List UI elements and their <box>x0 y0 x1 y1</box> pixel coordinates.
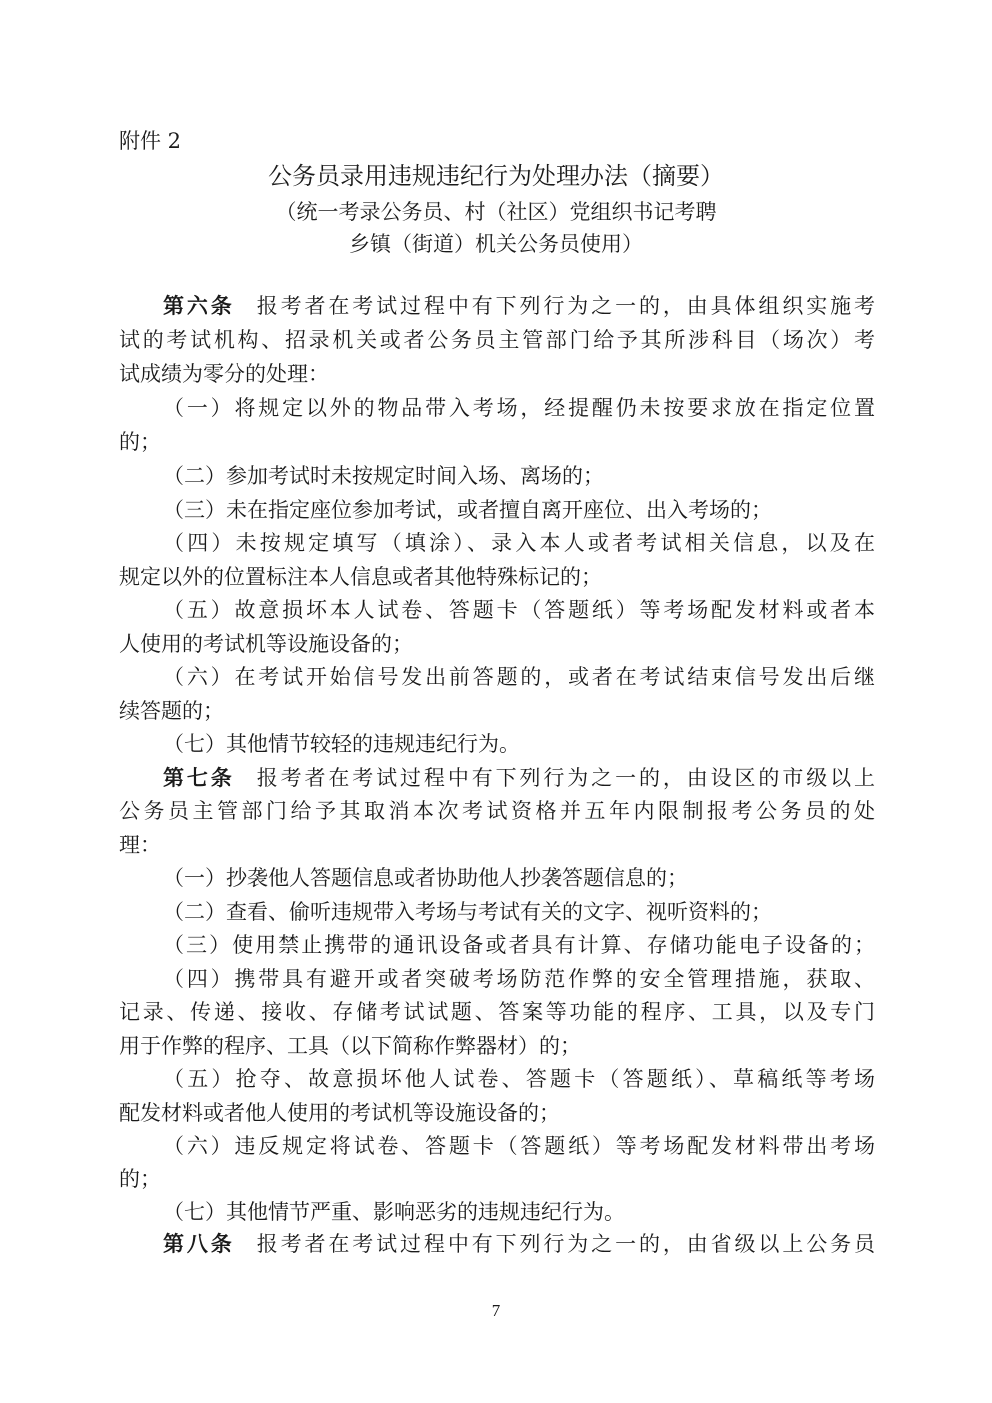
article-8-first-line <box>163 1228 875 1261</box>
article-6-first-line <box>163 290 875 323</box>
article-8-text: 报考者在考试过程中有下列行为之一的，由省级以上公务员 <box>256 1232 875 1256</box>
article-7-item-6-cont: 的； <box>119 1167 161 1191</box>
article-6-item-1-cont: 的； <box>119 430 161 454</box>
article-7-text: 报考者在考试过程中有下列行为之一的，由设区的市级以上 <box>256 766 875 790</box>
attachment-label: 附件 2 <box>119 129 182 153</box>
article-7-line: 理： <box>119 833 161 857</box>
article-6-item-6: （六）在考试开始信号发出前答题的，或者在考试结束信号发出后继 <box>163 665 875 689</box>
article-6-item-7: （七）其他情节较轻的违规违纪行为。 <box>163 732 520 756</box>
article-6-item-3: （三）未在指定座位参加考试，或者擅自离开座位、出入考场的； <box>163 498 772 522</box>
article-6-item-1: （一）将规定以外的物品带入考场，经提醒仍未按要求放在指定位置 <box>163 396 875 420</box>
article-6-text: 报考者在考试过程中有下列行为之一的，由具体组织实施考 <box>256 294 875 318</box>
article-6-line: 试的考试机构、招录机关或者公务员主管部门给予其所涉科目（场次）考 <box>119 328 875 352</box>
article-7-item-1: （一）抄袭他人答题信息或者协助他人抄袭答题信息的； <box>163 866 688 890</box>
article-6-line: 试成绩为零分的处理： <box>119 362 329 386</box>
article-6-item-6-cont: 续答题的； <box>119 699 224 723</box>
article-6-item-4: （四）未按规定填写（填涂）、录入本人或者考试相关信息，以及在 <box>163 531 875 555</box>
article-7-item-5-cont: 配发材料或者他人使用的考试机等设施设备的； <box>119 1101 560 1125</box>
page-number: 7 <box>491 1301 501 1320</box>
document-subtitle-line-2: 乡镇（街道）机关公务员使用） <box>349 232 643 256</box>
article-7-item-4-cont: 用于作弊的程序、工具（以下简称作弊器材）的； <box>119 1034 581 1058</box>
article-6-item-2: （二）参加考试时未按规定时间入场、离场的； <box>163 464 604 488</box>
article-6-item-4-cont: 规定以外的位置标注本人信息或者其他特殊标记的； <box>119 565 602 589</box>
article-7-first-line <box>163 762 875 795</box>
document-title: 公务员录用违规违纪行为处理办法（摘要） <box>268 162 724 190</box>
article-6-item-5: （五）故意损坏本人试卷、答题卡（答题纸）等考场配发材料或者本 <box>163 598 875 622</box>
article-6-item-5-cont: 人使用的考试机等设施设备的； <box>119 632 413 656</box>
article-7-item-4: （四）携带具有避开或者突破考场防范作弊的安全管理措施，获取、 <box>163 967 875 991</box>
article-7-item-4-cont: 记录、传递、接收、存储考试试题、答案等功能的程序、工具，以及专门 <box>119 1000 875 1024</box>
document-subtitle-line-1: （统一考录公务员、村（社区）党组织书记考聘 <box>275 200 717 224</box>
article-7-item-2: （二）查看、偷听违规带入考场与考试有关的文字、视听资料的； <box>163 900 772 924</box>
article-7-line: 公务员主管部门给予其取消本次考试资格并五年内限制报考公务员的处 <box>119 799 875 823</box>
article-6-heading: 第六条 <box>163 294 235 318</box>
article-7-item-7: （七）其他情节严重、影响恶劣的违规违纪行为。 <box>163 1200 625 1224</box>
article-7-item-5: （五）抢夺、故意损坏他人试卷、答题卡（答题纸）、草稿纸等考场 <box>163 1067 875 1091</box>
article-8-heading: 第八条 <box>163 1232 235 1256</box>
article-7-item-6: （六）违反规定将试卷、答题卡（答题纸）等考场配发材料带出考场 <box>163 1134 875 1158</box>
article-7-item-3: （三）使用禁止携带的通讯设备或者具有计算、存储功能电子设备的； <box>163 933 875 957</box>
article-7-heading: 第七条 <box>163 766 235 790</box>
